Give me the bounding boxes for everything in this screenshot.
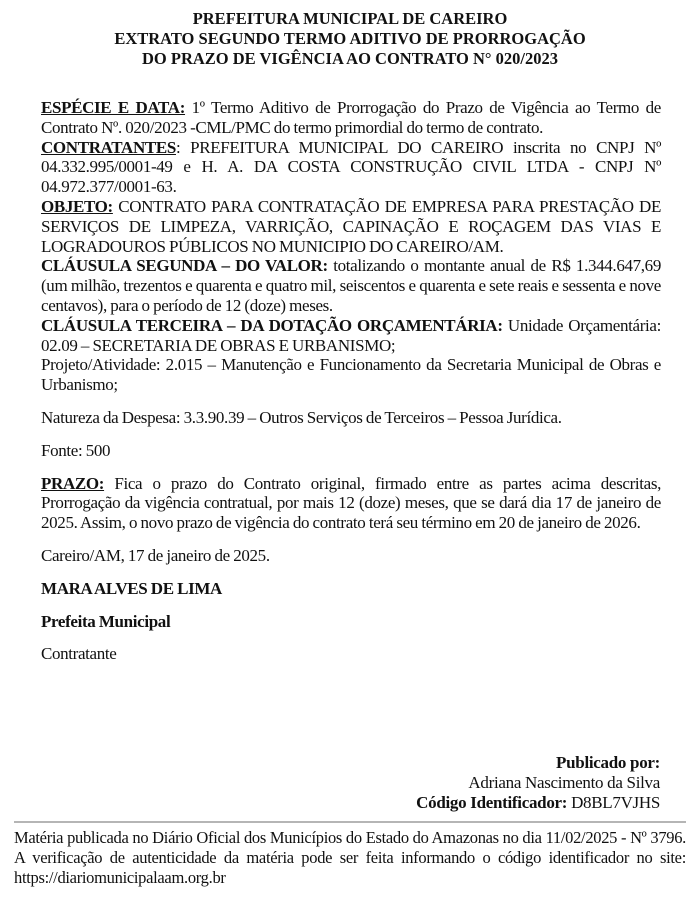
published-by-label: Publicado por: [556, 753, 660, 772]
header-line-3: DO PRAZO DE VIGÊNCIA AO CONTRATO N° 020/2023 [142, 49, 558, 68]
dotacao-section: CLÁUSULA TERCEIRA – DA DOTAÇÃO ORÇAMENTÁRIA: Unidade Orçamentária: 02.09 – SECRETARIA DE OBRAS E URBANISMO; [41, 315, 661, 355]
local-data: Careiro/AM, 17 de janeiro de 2025. [41, 545, 270, 565]
header-line-1: PREFEITURA MUNICIPAL DE CAREIRO [192, 9, 508, 28]
signer-party: Contratante [41, 644, 117, 664]
valor-section: CLÁUSULA SEGUNDA – DO VALOR: totalizando o montante anual de R$ 1.344.647,69 (um milhão, trezentos e quarenta e quatro mil, seiscentos e quarenta e sete reais e sessenta e nove centavos), para o período de 12 (doze) meses. [41, 256, 661, 315]
contratantes-section: CONTRATANTES: PREFEITURA MUNICIPAL DO CAREIRO inscrita no CNPJ Nº 04.332.995/0001-49 e H. A. DA COSTA CONSTRUÇÃO CIVIL LTDA - CNPJ Nº 04.972.377/0001-63. [41, 137, 661, 197]
fonte-line: Fonte: 500 [41, 440, 111, 460]
document-header [0, 9, 700, 69]
publication-info [416, 753, 660, 813]
identifier-code: Código Identificador: D8BL7VJHS [416, 793, 660, 812]
prazo-section: PRAZO: Fica o prazo do Contrato original, firmado entre as partes acima descritas, Prorrogação da vigência contratual, por mais 12 (doze) meses, que se dará dia 17 de janeiro de 2025. Assim, o novo prazo de vigência do contrato terá seu término em 20 de janeiro de 2026. [41, 473, 661, 533]
publisher-name: Adriana Nascimento da Silva [468, 773, 660, 792]
signer-role: Prefeita Municipal [41, 611, 171, 631]
footer-note: Matéria publicada no Diário Oficial dos Municípios do Estado do Amazonas no dia 11/02/2025 - Nº 3796. A verificação de autenticidade da matéria pode ser feita informando o código identificador no site: https://diariomunicipalaam.org.br [14, 828, 686, 887]
projeto-line: Projeto/Atividade: 2.015 – Manutenção e Funcionamento da Secretaria Municipal de Obras e Urbanismo; [41, 355, 661, 395]
footer-divider [14, 821, 686, 823]
header-line-2: EXTRATO SEGUNDO TERMO ADITIVO DE PRORROGAÇÃO [114, 29, 586, 48]
objeto-section: OBJETO: CONTRATO PARA CONTRATAÇÃO DE EMPRESA PARA PRESTAÇÃO DE SERVIÇOS DE LIMPEZA, VARRIÇÃO, CAPINAÇÃO E ROÇAGEM DAS VIAS E LOGRADOUROS PÚBLICOS NO MUNICIPIO DO CAREIRO/AM. [41, 196, 661, 256]
natureza-line: Natureza da Despesa: 3.3.90.39 – Outros Serviços de Terceiros – Pessoa Jurídica. [41, 407, 562, 427]
especie-section: ESPÉCIE E DATA: 1º Termo Aditivo de Prorrogação do Prazo de Vigência ao Termo de Contrato Nº. 020/2023 -CML/PMC do termo primordial do termo de contrato. [41, 98, 661, 137]
document-body [41, 98, 661, 664]
signer-name: MARA ALVES DE LIMA [41, 578, 222, 598]
